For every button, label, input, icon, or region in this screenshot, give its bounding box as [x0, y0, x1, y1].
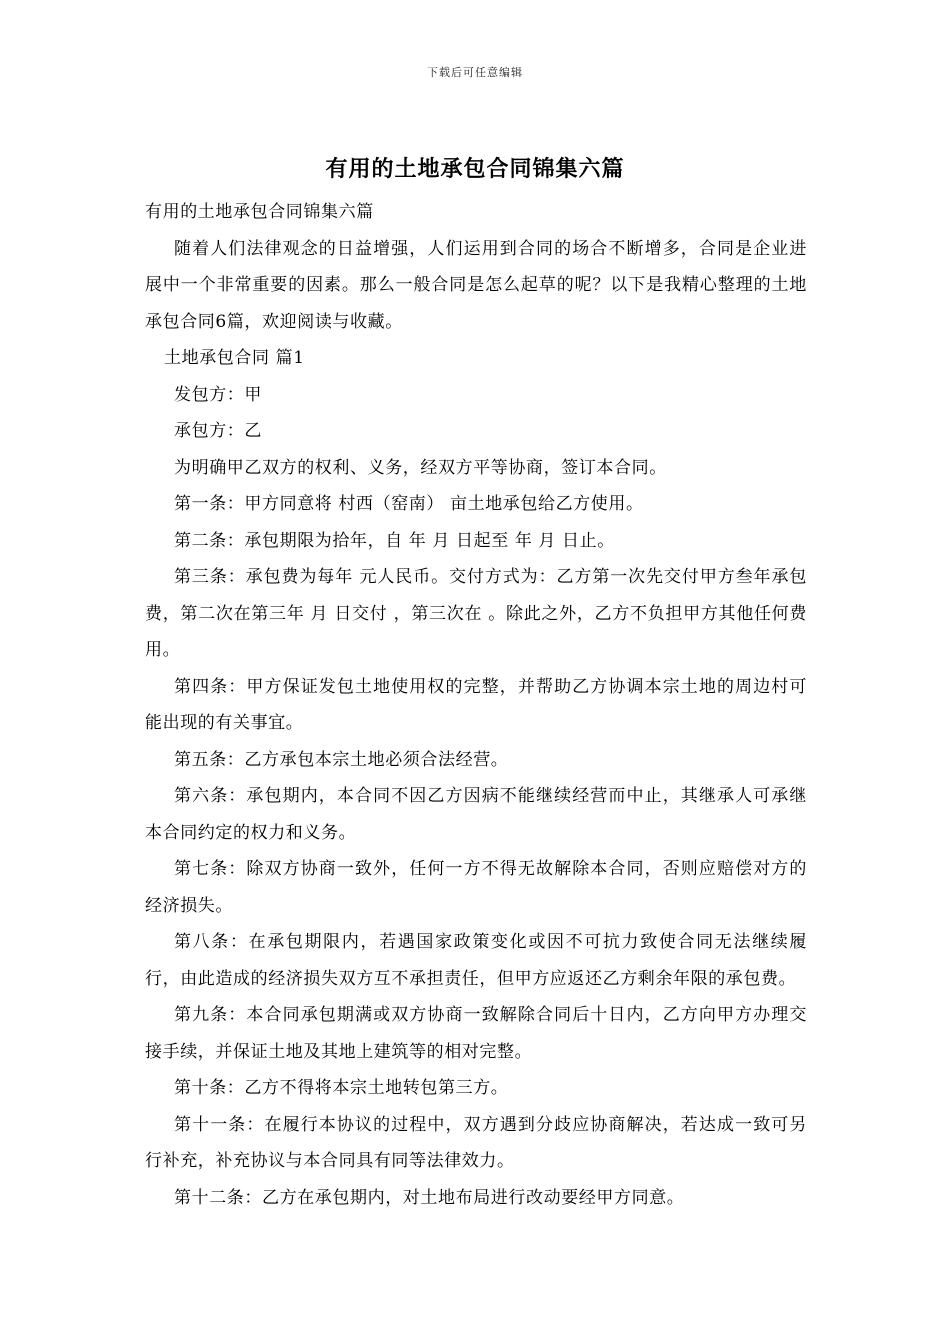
clause-paragraph: 第二条：承包期限为拾年，自 年 月 日起至 年 月 日止。: [174, 530, 615, 551]
document-title: 有用的土地承包合同锦集六篇: [325, 157, 625, 182]
clause-paragraph: 第十条：乙方不得将本宗土地转包第三方。: [174, 1078, 509, 1098]
document-subtitle: 有用的土地承包合同锦集六篇: [145, 202, 374, 222]
clause-paragraph: 第六条：承包期内，本合同不因乙方因病不能继续经营而中止，其继承人可承继本合同约定的权力和义务。: [145, 786, 807, 843]
document-body: [145, 194, 807, 1216]
clause-paragraph: 第十一条：在履行本协议的过程中，双方遇到分歧应协商解决，若达成一致可另行补充，补充协议与本合同具有同等法律效力。: [145, 1114, 807, 1171]
party-a: 发包方：甲: [174, 384, 262, 405]
header-note: 下载后可任意编辑: [427, 66, 523, 79]
clause-paragraph: 第九条：本合同承包期满或双方协商一致解除合同后十日内，乙方向甲方办理交接手续，并保证土地及其地上建筑等的相对完整。: [145, 1005, 807, 1062]
clause-paragraph: 第一条：甲方同意将 村西（窑南） 亩土地承包给乙方使用。: [174, 494, 644, 514]
preamble-paragraph: 为明确甲乙双方的权利、义务，经双方平等协商，签订本合同。: [174, 457, 667, 478]
clause-paragraph: 第三条：承包费为每年 元人民币。交付方式为：乙方第一次先交付甲方叁年承包费，第二次在第三年 月 日交付 ，第三次在 。除此之外，乙方不负担甲方其他任何费用。: [145, 567, 807, 660]
clause-paragraph: 第七条：除双方协商一致外，任何一方不得无故解除本合同，否则应赔偿对方的经济损失。: [145, 859, 807, 916]
clause-paragraph: 第八条：在承包期限内，若遇国家政策变化或因不可抗力致使合同无法继续履行，由此造成的经济损失双方互不承担责任，但甲方应返还乙方剩余年限的承包费。: [145, 932, 807, 989]
clause-paragraph: 第四条：甲方保证发包土地使用权的完整，并帮助乙方协调本宗土地的周边村可能出现的有关事宜。: [145, 676, 807, 733]
clause-paragraph: 第十二条：乙方在承包期内，对土地布局进行改动要经甲方同意。: [174, 1187, 685, 1208]
party-b: 承包方：乙: [174, 421, 262, 441]
section-heading: 土地承包合同 篇1: [164, 348, 305, 368]
intro-paragraph: 随着人们法律观念的日益增强，人们运用到合同的场合不断增多，合同是企业进展中一个非常重要的因素。那么一般合同是怎么起草的呢？以下是我精心整理的土地承包合同6篇，欢迎阅读与收藏。: [145, 238, 807, 332]
clause-paragraph: 第五条：乙方承包本宗土地必须合法经营。: [174, 749, 509, 770]
